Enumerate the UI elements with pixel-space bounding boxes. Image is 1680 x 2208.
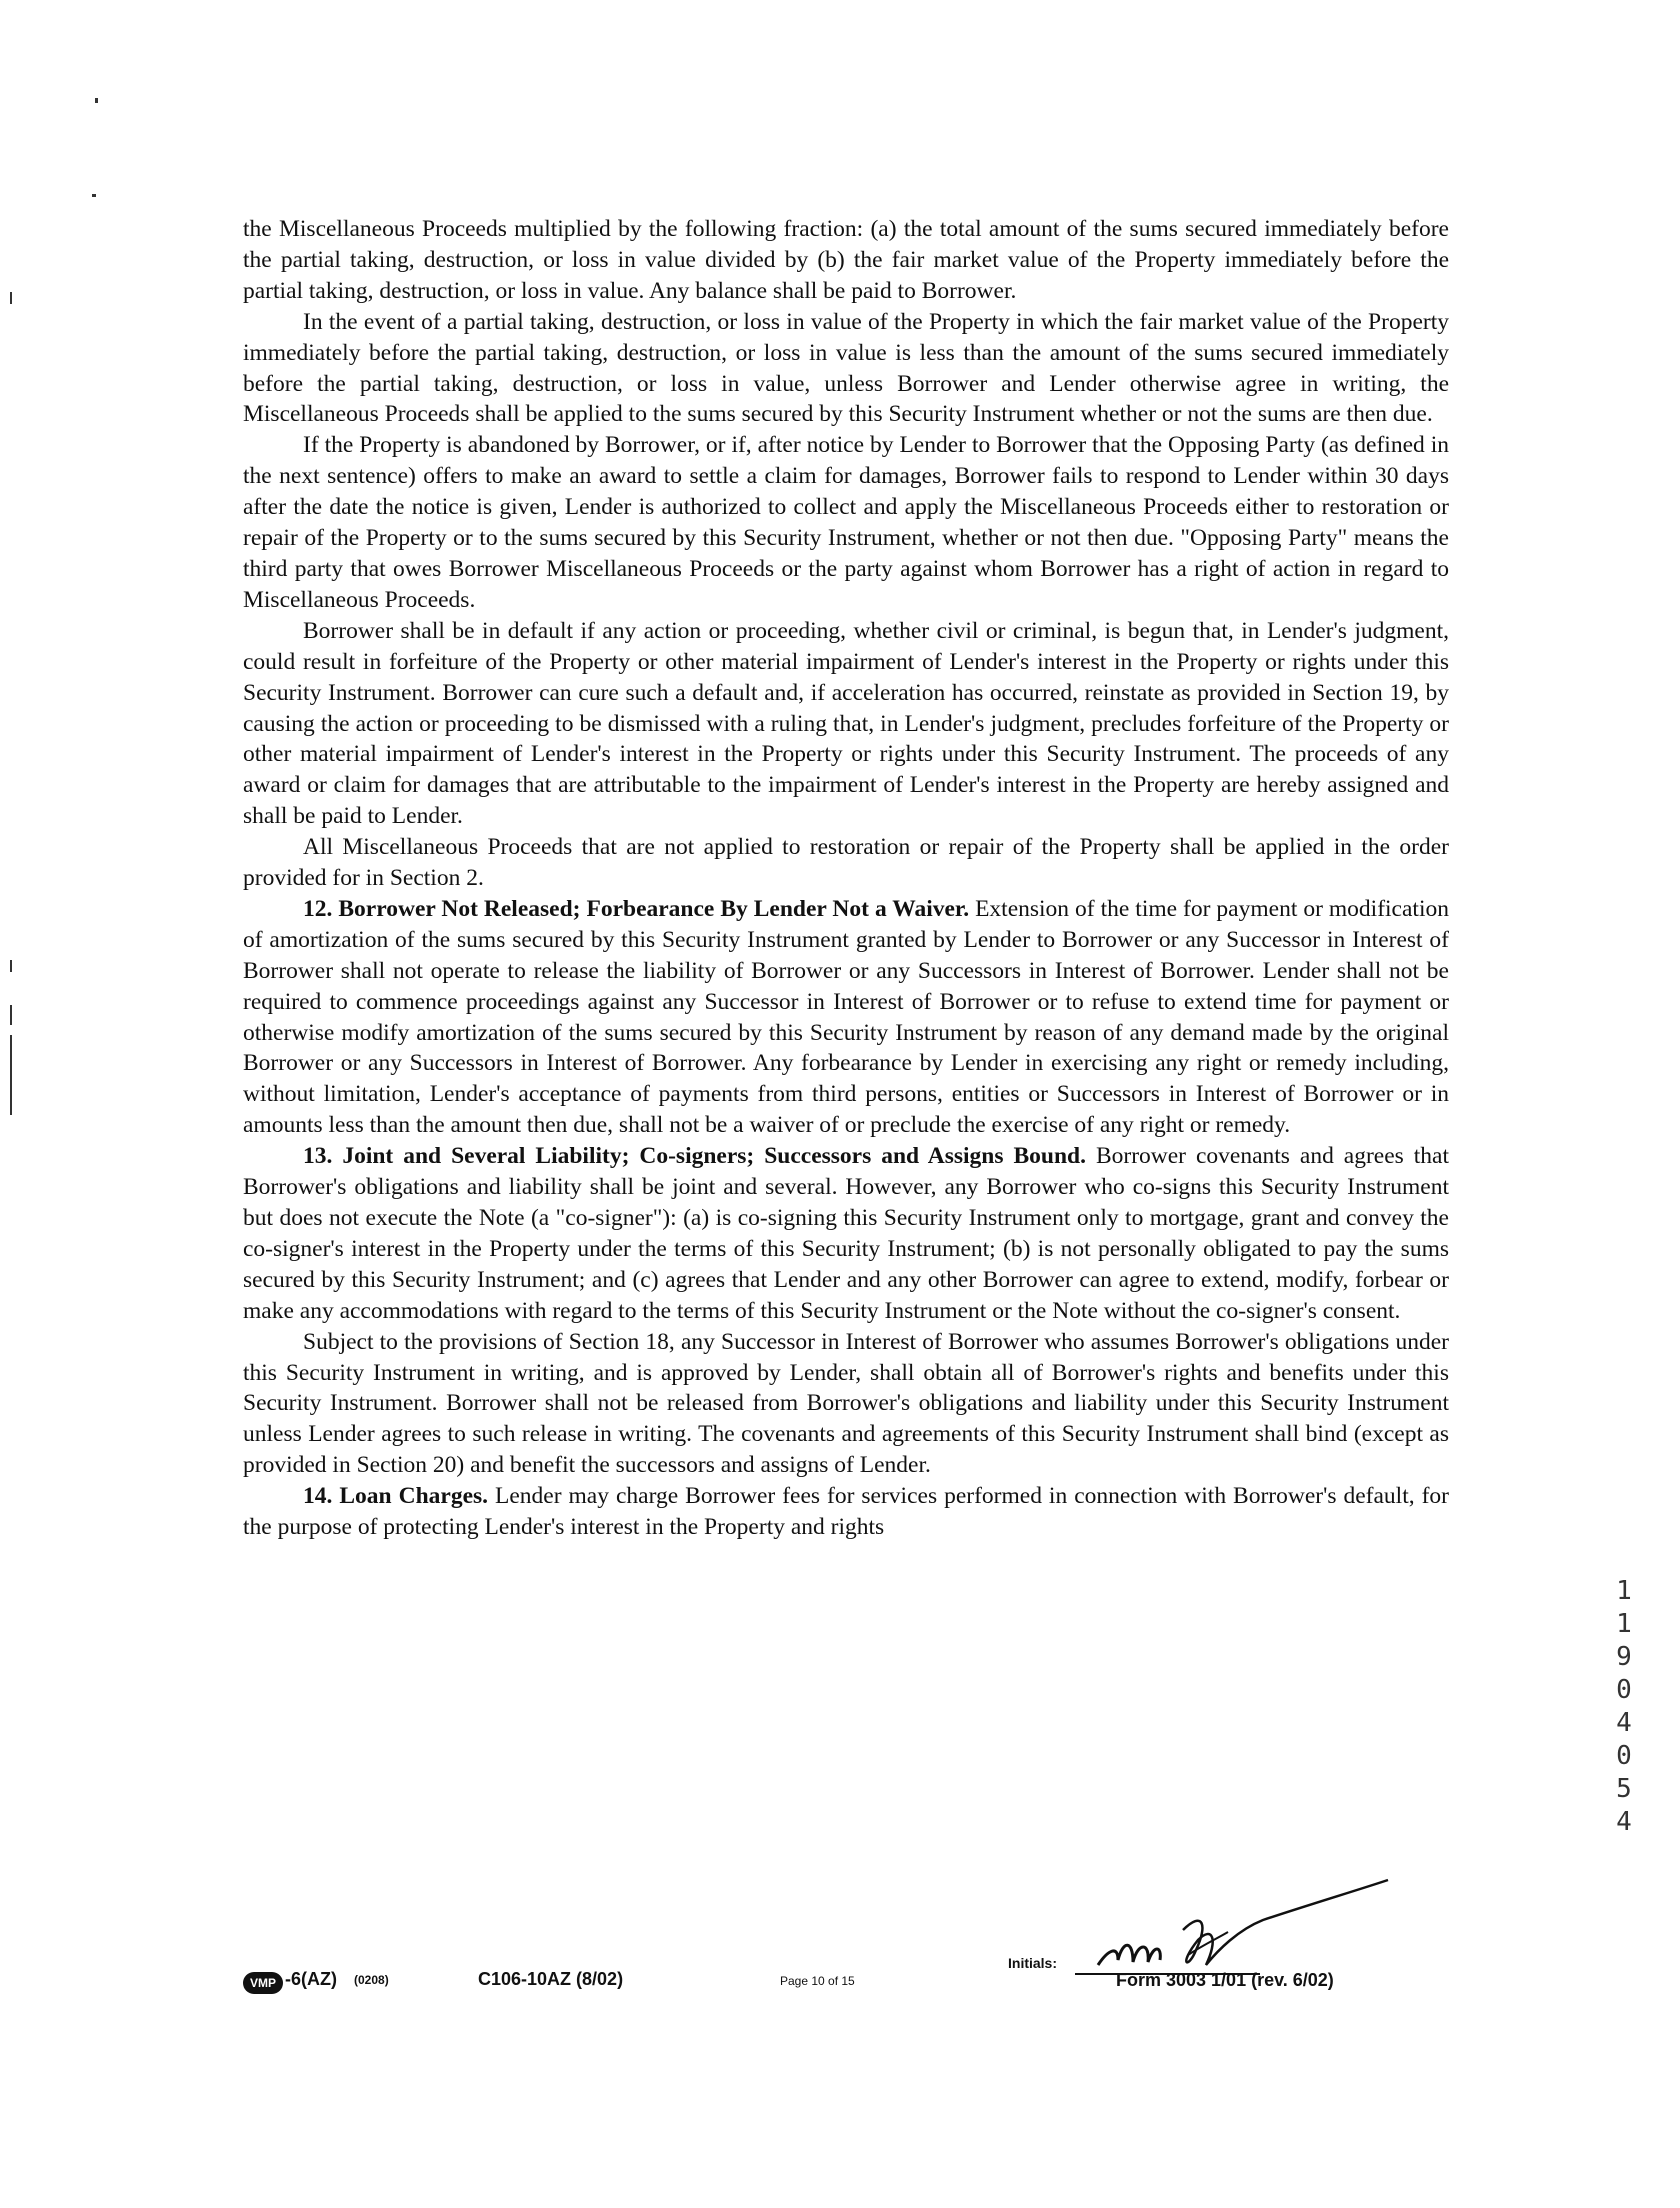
recording-stamp-number: 11904054 [1616,1576,1632,1837]
paragraph [243,430,1449,615]
form-date: (0208) [354,1973,389,1987]
paragraph-section-13 [243,1141,1449,1326]
paragraph-section-14 [243,1481,1449,1543]
document-body [243,214,1449,1543]
paragraph-text: Extension of the time for payment or modification of amortization of the sums secured by this Security Instrument granted by Lender to Borrower or any Successor in Interest of Borrower shall not operate to release the liability of Borrower or any Successors in Interest of Borrower. Lender shall not be required to commence proceedings against any Successor in Interest of Borrower or to refuse to extend time for payment or otherwise modify amortization of the sums secured by this Security Instrument by reason of any demand made by the original Borrower or any Successors in Interest of Borrower. Any forbearance by Lender in exercising any right or remedy including, without limitation, Lender's acceptance of payments from third persons, entities or Successors in Interest of Borrower or in amounts less than the amount then due, shall not be a waiver of or preclude the exercise of any right or remedy. [243,895,1449,1139]
page-number: Page 10 of 15 [780,1974,855,1988]
paragraph [243,832,1449,894]
paragraph [243,214,1449,307]
initials-label: Initials: [1008,1955,1058,1971]
paragraph-text: In the event of a partial taking, destruction, or loss in value of the Property in which the fair market value of the Property immediately before the partial taking, destruction, or loss in value is less than the amount of the sums secured immediately before the partial taking, destruction, or loss in value, unless Borrower and Lender otherwise agree in writing, the Miscellaneous Proceeds shall be applied to the sums secured by this Security Instrument whether or not the sums are then due. [243,308,1449,428]
form-name: Form 3003 1/01 (rev. 6/02) [1116,1970,1334,1990]
paragraph-text: Subject to the provisions of Section 18, any Successor in Interest of Borrower who assumes Borrower's obligations under this Security Instrument in writing, and is approved by Lender, shall obtain all of Borrower's rights and benefits under this Security Instrument. Borrower shall not be released from Borrower's obligations and liability under this Security Instrument unless Lender agrees to such release in writing. The covenants and agreements of this Security Instrument shall bind (except as provided in Section 20) and benefit the successors and assigns of Lender. [243,1328,1449,1479]
paragraph [243,307,1449,431]
scan-mark [95,98,98,103]
section-heading: 12. Borrower Not Released; Forbearance By Lender Not a Waiver. [303,895,970,922]
scan-mark [10,960,12,972]
paragraph [243,1327,1449,1482]
paragraph-text: If the Property is abandoned by Borrower, or if, after notice by Lender to Borrower that the Opposing Party (as defined in the next sentence) offers to make an award to settle a claim for damages, Borrower fails to respond to Lender within 30 days after the date the notice is given, Lender is authorized to collect and apply the Miscellaneous Proceeds either to restoration or repair of the Property or to the sums secured by this Security Instrument, whether or not then due. "Opposing Party" means the third party that owes Borrower Miscellaneous Proceeds or the party against whom Borrower has a right of action in regard to Miscellaneous Proceeds. [243,432,1449,613]
paragraph-section-12 [243,894,1449,1141]
vmp-logo: VMP [243,1972,283,1994]
scan-mark [10,292,12,304]
paragraph [243,616,1449,832]
scan-mark [10,1035,12,1115]
paragraph-text: All Miscellaneous Proceeds that are not applied to restoration or repair of the Property shall be applied in the order provided for in Section 2. [243,834,1449,892]
paragraph-text: Borrower covenants and agrees that Borrower's obligations and liability shall be joint and several. However, any Borrower who co-signs this Security Instrument but does not execute the Note (a "co-signer"): (a) is co-signing this Security Instrument only to mortgage, grant and convey the co-signer's interest in the Property under the terms of this Security Instrument; (b) is not personally obligated to pay the sums secured by this Security Instrument; and (c) agrees that Lender and any other Borrower can agree to extend, modify, forbear or make any accommodations with regard to the terms of this Security Instrument or the Note without the co-signer's consent. [243,1143,1449,1324]
paragraph-text: the Miscellaneous Proceeds multiplied by the following fraction: (a) the total amount of the sums secured immediately before the partial taking, destruction, or loss in value divided by (b) the fair market value of the Property immediately before the partial taking, destruction, or loss in value. Any balance shall be paid to Borrower. [243,216,1449,304]
document-code: C106-10AZ (8/02) [478,1969,624,1989]
scan-mark [10,1005,12,1025]
paragraph-text: Lender may charge Borrower fees for services performed in connection with Borrower's default, for the purpose of protecting Lender's interest in the Property and rights [243,1483,1449,1541]
section-heading: 13. Joint and Several Liability; Co-signers; Successors and Assigns Bound. [303,1143,1086,1170]
scan-mark [92,194,96,197]
form-code: -6(AZ) [285,1969,337,1989]
section-heading: 14. Loan Charges. [303,1483,489,1510]
page-footer [0,1955,1680,2045]
paragraph-text: Borrower shall be in default if any action or proceeding, whether civil or criminal, is begun that, in Lender's judgment, could result in forfeiture of the Property or other material impairment of Lender's interest in the Property or rights under this Security Instrument. Borrower can cure such a default and, if acceleration has occurred, reinstate as provided in Section 19, by causing the action or proceeding to be dismissed with a ruling that, in Lender's judgment, precludes forfeiture of the Property or other material impairment of Lender's interest in the Property or rights under this Security Instrument. The proceeds of any award or claim for damages that are attributable to the impairment of Lender's interest in the Property are hereby assigned and shall be paid to Lender. [243,617,1449,830]
